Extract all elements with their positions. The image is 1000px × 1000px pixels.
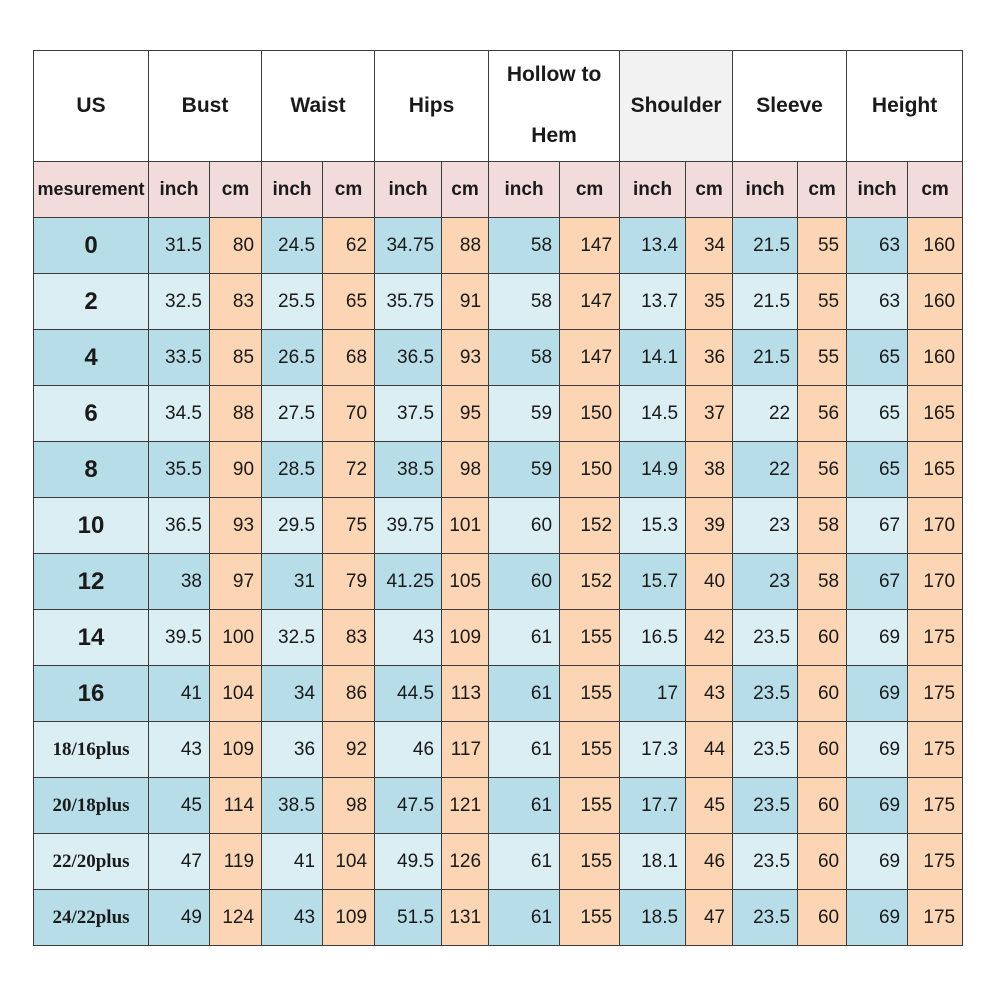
cell-sleeve-in: 23.5 — [733, 610, 798, 666]
cell-hollow-in: 61 — [489, 834, 560, 890]
cell-hollow-cm: 155 — [560, 834, 620, 890]
size-chart-table — [33, 50, 963, 946]
table-row — [34, 554, 963, 610]
cell-sleeve-cm: 60 — [798, 722, 847, 778]
subheader-waist-inch: inch — [262, 162, 323, 218]
table-row — [34, 890, 963, 946]
cell-bust-cm: 93 — [210, 498, 262, 554]
cell-hips-in: 44.5 — [375, 666, 442, 722]
cell-height-cm: 175 — [908, 834, 963, 890]
cell-bust-in: 47 — [149, 834, 210, 890]
cell-waist-cm: 65 — [323, 274, 375, 330]
cell-waist-in: 41 — [262, 834, 323, 890]
cell-shoulder-in: 17.3 — [620, 722, 686, 778]
cell-shoulder-in: 18.1 — [620, 834, 686, 890]
size-label: 16 — [34, 666, 149, 722]
cell-shoulder-cm: 43 — [686, 666, 733, 722]
cell-sleeve-in: 23.5 — [733, 666, 798, 722]
cell-shoulder-in: 15.3 — [620, 498, 686, 554]
cell-shoulder-cm: 35 — [686, 274, 733, 330]
cell-height-in: 65 — [847, 386, 908, 442]
cell-hips-cm: 98 — [442, 442, 489, 498]
cell-height-in: 65 — [847, 442, 908, 498]
cell-hollow-cm: 155 — [560, 610, 620, 666]
cell-hips-in: 35.75 — [375, 274, 442, 330]
subheader-hips-inch: inch — [375, 162, 442, 218]
cell-hollow-in: 61 — [489, 610, 560, 666]
size-label: 12 — [34, 554, 149, 610]
size-chart — [33, 50, 963, 946]
size-label: 6 — [34, 386, 149, 442]
cell-bust-in: 43 — [149, 722, 210, 778]
subheader-bust-inch: inch — [149, 162, 210, 218]
size-label: 2 — [34, 274, 149, 330]
cell-shoulder-cm: 34 — [686, 218, 733, 274]
cell-bust-in: 38 — [149, 554, 210, 610]
cell-bust-cm: 104 — [210, 666, 262, 722]
size-label: 14 — [34, 610, 149, 666]
cell-hollow-in: 60 — [489, 554, 560, 610]
cell-hollow-cm: 152 — [560, 554, 620, 610]
cell-hollow-in: 61 — [489, 890, 560, 946]
cell-bust-cm: 109 — [210, 722, 262, 778]
cell-shoulder-cm: 44 — [686, 722, 733, 778]
cell-hips-in: 37.5 — [375, 386, 442, 442]
cell-shoulder-in: 15.7 — [620, 554, 686, 610]
subheader-hips-cm: cm — [442, 162, 489, 218]
cell-height-cm: 175 — [908, 610, 963, 666]
cell-waist-cm: 62 — [323, 218, 375, 274]
cell-hips-cm: 88 — [442, 218, 489, 274]
cell-bust-cm: 124 — [210, 890, 262, 946]
cell-bust-cm: 83 — [210, 274, 262, 330]
header-us: US — [34, 51, 149, 162]
cell-waist-in: 24.5 — [262, 218, 323, 274]
cell-sleeve-in: 22 — [733, 386, 798, 442]
cell-bust-in: 41 — [149, 666, 210, 722]
cell-hollow-in: 59 — [489, 386, 560, 442]
cell-sleeve-cm: 60 — [798, 666, 847, 722]
cell-bust-cm: 119 — [210, 834, 262, 890]
cell-bust-cm: 90 — [210, 442, 262, 498]
cell-bust-cm: 80 — [210, 218, 262, 274]
cell-shoulder-in: 17.7 — [620, 778, 686, 834]
subheader-hollow-cm: cm — [560, 162, 620, 218]
subheader-hollow-inch: inch — [489, 162, 560, 218]
header-shoulder: Shoulder — [620, 51, 733, 162]
cell-waist-in: 26.5 — [262, 330, 323, 386]
cell-shoulder-cm: 39 — [686, 498, 733, 554]
size-rows — [34, 218, 963, 946]
cell-bust-cm: 114 — [210, 778, 262, 834]
cell-hips-in: 49.5 — [375, 834, 442, 890]
cell-sleeve-in: 23 — [733, 554, 798, 610]
cell-height-in: 69 — [847, 666, 908, 722]
table-row — [34, 498, 963, 554]
cell-shoulder-in: 13.4 — [620, 218, 686, 274]
table-row — [34, 610, 963, 666]
cell-sleeve-cm: 60 — [798, 834, 847, 890]
size-label: 0 — [34, 218, 149, 274]
cell-waist-in: 36 — [262, 722, 323, 778]
cell-hollow-cm: 150 — [560, 386, 620, 442]
cell-shoulder-cm: 38 — [686, 442, 733, 498]
cell-waist-cm: 92 — [323, 722, 375, 778]
header-hollow-to-hem — [489, 51, 620, 162]
table-row — [34, 778, 963, 834]
cell-sleeve-in: 23 — [733, 498, 798, 554]
cell-bust-in: 34.5 — [149, 386, 210, 442]
cell-height-cm: 160 — [908, 274, 963, 330]
header-hollow-line2: Hem — [531, 124, 577, 148]
cell-sleeve-cm: 56 — [798, 386, 847, 442]
cell-waist-cm: 72 — [323, 442, 375, 498]
cell-height-in: 69 — [847, 778, 908, 834]
header-row — [34, 51, 963, 162]
subheader-sleeve-cm: cm — [798, 162, 847, 218]
table-row — [34, 386, 963, 442]
cell-hips-cm: 101 — [442, 498, 489, 554]
size-label: 24/22plus — [34, 890, 149, 946]
cell-hips-cm: 126 — [442, 834, 489, 890]
cell-sleeve-cm: 58 — [798, 498, 847, 554]
cell-waist-cm: 104 — [323, 834, 375, 890]
cell-bust-in: 39.5 — [149, 610, 210, 666]
cell-hollow-cm: 147 — [560, 330, 620, 386]
cell-sleeve-in: 21.5 — [733, 218, 798, 274]
header-rows — [34, 51, 963, 218]
cell-waist-in: 31 — [262, 554, 323, 610]
cell-hips-in: 38.5 — [375, 442, 442, 498]
cell-height-cm: 160 — [908, 218, 963, 274]
subheader-waist-cm: cm — [323, 162, 375, 218]
cell-hollow-in: 59 — [489, 442, 560, 498]
cell-hips-in: 34.75 — [375, 218, 442, 274]
cell-hollow-cm: 155 — [560, 890, 620, 946]
cell-height-in: 69 — [847, 610, 908, 666]
cell-hollow-cm: 155 — [560, 722, 620, 778]
cell-bust-cm: 100 — [210, 610, 262, 666]
cell-shoulder-in: 17 — [620, 666, 686, 722]
table-row — [34, 442, 963, 498]
cell-height-cm: 170 — [908, 498, 963, 554]
cell-hollow-in: 58 — [489, 330, 560, 386]
cell-height-in: 63 — [847, 274, 908, 330]
cell-waist-in: 25.5 — [262, 274, 323, 330]
cell-shoulder-cm: 40 — [686, 554, 733, 610]
cell-shoulder-cm: 47 — [686, 890, 733, 946]
cell-waist-in: 32.5 — [262, 610, 323, 666]
subheader-height-inch: inch — [847, 162, 908, 218]
subheader-shoulder-cm: cm — [686, 162, 733, 218]
size-label: 20/18plus — [34, 778, 149, 834]
cell-hips-cm: 117 — [442, 722, 489, 778]
cell-hips-cm: 93 — [442, 330, 489, 386]
size-label: 4 — [34, 330, 149, 386]
cell-hips-in: 43 — [375, 610, 442, 666]
cell-bust-cm: 97 — [210, 554, 262, 610]
cell-height-in: 65 — [847, 330, 908, 386]
header-sleeve: Sleeve — [733, 51, 847, 162]
cell-waist-cm: 83 — [323, 610, 375, 666]
cell-waist-in: 38.5 — [262, 778, 323, 834]
cell-height-cm: 175 — [908, 890, 963, 946]
size-label: 18/16plus — [34, 722, 149, 778]
cell-sleeve-cm: 55 — [798, 218, 847, 274]
cell-hips-cm: 109 — [442, 610, 489, 666]
header-waist: Waist — [262, 51, 375, 162]
cell-shoulder-in: 14.9 — [620, 442, 686, 498]
cell-waist-in: 27.5 — [262, 386, 323, 442]
cell-height-cm: 175 — [908, 722, 963, 778]
cell-height-in: 69 — [847, 890, 908, 946]
subheader-measurement: mesurement — [34, 162, 149, 218]
cell-shoulder-cm: 37 — [686, 386, 733, 442]
cell-sleeve-cm: 60 — [798, 778, 847, 834]
cell-height-cm: 165 — [908, 386, 963, 442]
cell-sleeve-in: 21.5 — [733, 274, 798, 330]
cell-hips-in: 47.5 — [375, 778, 442, 834]
cell-height-in: 69 — [847, 722, 908, 778]
cell-height-in: 67 — [847, 554, 908, 610]
header-hips: Hips — [375, 51, 489, 162]
cell-bust-cm: 85 — [210, 330, 262, 386]
cell-bust-in: 33.5 — [149, 330, 210, 386]
cell-sleeve-in: 21.5 — [733, 330, 798, 386]
cell-hollow-cm: 150 — [560, 442, 620, 498]
cell-waist-in: 34 — [262, 666, 323, 722]
cell-hips-cm: 121 — [442, 778, 489, 834]
subheader-height-cm: cm — [908, 162, 963, 218]
cell-height-in: 69 — [847, 834, 908, 890]
cell-sleeve-in: 22 — [733, 442, 798, 498]
cell-height-cm: 165 — [908, 442, 963, 498]
cell-waist-cm: 75 — [323, 498, 375, 554]
cell-hollow-in: 58 — [489, 274, 560, 330]
table-row — [34, 218, 963, 274]
cell-sleeve-cm: 60 — [798, 890, 847, 946]
cell-hips-in: 46 — [375, 722, 442, 778]
cell-sleeve-cm: 55 — [798, 330, 847, 386]
cell-hollow-cm: 155 — [560, 778, 620, 834]
cell-sleeve-cm: 60 — [798, 610, 847, 666]
cell-hollow-in: 61 — [489, 666, 560, 722]
table-row — [34, 666, 963, 722]
cell-hips-cm: 95 — [442, 386, 489, 442]
cell-waist-cm: 68 — [323, 330, 375, 386]
cell-waist-cm: 109 — [323, 890, 375, 946]
cell-bust-in: 45 — [149, 778, 210, 834]
table-row — [34, 274, 963, 330]
cell-height-cm: 170 — [908, 554, 963, 610]
cell-hollow-cm: 155 — [560, 666, 620, 722]
cell-shoulder-in: 14.5 — [620, 386, 686, 442]
cell-hips-in: 39.75 — [375, 498, 442, 554]
cell-hips-cm: 105 — [442, 554, 489, 610]
table-row — [34, 722, 963, 778]
cell-height-cm: 160 — [908, 330, 963, 386]
cell-waist-in: 29.5 — [262, 498, 323, 554]
cell-hollow-in: 60 — [489, 498, 560, 554]
cell-sleeve-in: 23.5 — [733, 722, 798, 778]
subheader-bust-cm: cm — [210, 162, 262, 218]
table-row — [34, 330, 963, 386]
cell-waist-cm: 70 — [323, 386, 375, 442]
size-label: 8 — [34, 442, 149, 498]
cell-waist-in: 28.5 — [262, 442, 323, 498]
cell-shoulder-in: 14.1 — [620, 330, 686, 386]
cell-hollow-in: 61 — [489, 722, 560, 778]
header-bust: Bust — [149, 51, 262, 162]
cell-hollow-cm: 147 — [560, 274, 620, 330]
cell-hips-cm: 113 — [442, 666, 489, 722]
cell-shoulder-in: 18.5 — [620, 890, 686, 946]
cell-height-in: 67 — [847, 498, 908, 554]
cell-bust-in: 49 — [149, 890, 210, 946]
cell-sleeve-in: 23.5 — [733, 890, 798, 946]
cell-hollow-in: 61 — [489, 778, 560, 834]
subheader-row — [34, 162, 963, 218]
cell-hollow-in: 58 — [489, 218, 560, 274]
header-height: Height — [847, 51, 963, 162]
cell-bust-in: 31.5 — [149, 218, 210, 274]
cell-bust-in: 36.5 — [149, 498, 210, 554]
cell-sleeve-in: 23.5 — [733, 834, 798, 890]
cell-height-in: 63 — [847, 218, 908, 274]
cell-shoulder-in: 16.5 — [620, 610, 686, 666]
cell-waist-cm: 86 — [323, 666, 375, 722]
cell-shoulder-cm: 42 — [686, 610, 733, 666]
cell-shoulder-cm: 46 — [686, 834, 733, 890]
subheader-sleeve-inch: inch — [733, 162, 798, 218]
cell-sleeve-cm: 55 — [798, 274, 847, 330]
size-label: 10 — [34, 498, 149, 554]
table-row — [34, 834, 963, 890]
cell-height-cm: 175 — [908, 666, 963, 722]
cell-hips-in: 36.5 — [375, 330, 442, 386]
cell-bust-in: 35.5 — [149, 442, 210, 498]
cell-hips-cm: 131 — [442, 890, 489, 946]
cell-waist-cm: 98 — [323, 778, 375, 834]
cell-bust-in: 32.5 — [149, 274, 210, 330]
header-hollow-line1: Hollow to — [506, 63, 602, 87]
cell-hips-in: 51.5 — [375, 890, 442, 946]
cell-bust-cm: 88 — [210, 386, 262, 442]
cell-shoulder-cm: 45 — [686, 778, 733, 834]
cell-sleeve-cm: 56 — [798, 442, 847, 498]
subheader-shoulder-inch: inch — [620, 162, 686, 218]
cell-height-cm: 175 — [908, 778, 963, 834]
cell-sleeve-in: 23.5 — [733, 778, 798, 834]
cell-shoulder-cm: 36 — [686, 330, 733, 386]
cell-hollow-cm: 147 — [560, 218, 620, 274]
cell-hollow-cm: 152 — [560, 498, 620, 554]
cell-waist-in: 43 — [262, 890, 323, 946]
cell-hips-cm: 91 — [442, 274, 489, 330]
cell-hips-in: 41.25 — [375, 554, 442, 610]
cell-sleeve-cm: 58 — [798, 554, 847, 610]
cell-waist-cm: 79 — [323, 554, 375, 610]
size-label: 22/20plus — [34, 834, 149, 890]
cell-shoulder-in: 13.7 — [620, 274, 686, 330]
